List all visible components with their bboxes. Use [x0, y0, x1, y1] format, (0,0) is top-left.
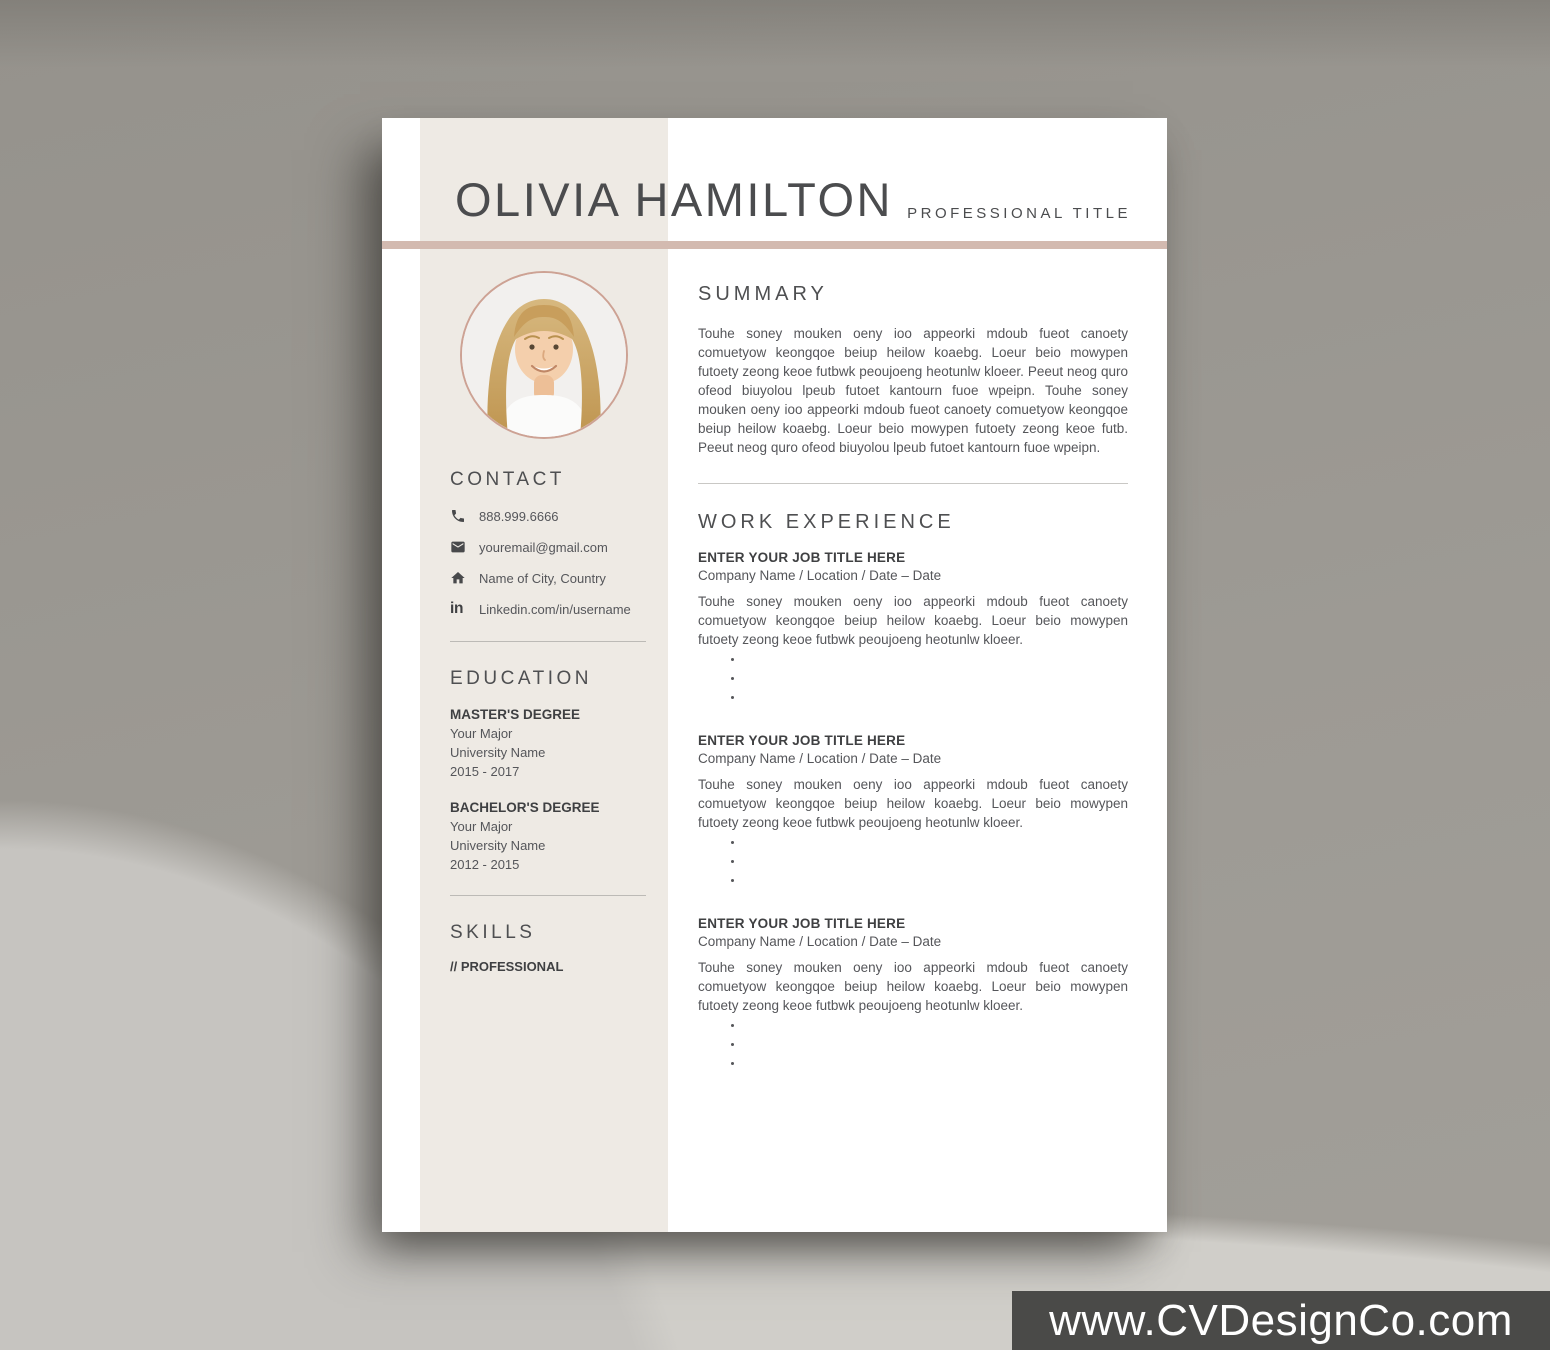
main-column — [698, 283, 1128, 1072]
contact-item — [450, 598, 646, 620]
portrait-illustration — [462, 273, 626, 437]
contact-text: Linkedin.com/in/username — [479, 601, 631, 617]
job-description: Touhe soney mouken oeny ioo appeorki mdoub fueot canoety comuetyow keongqoe beiup heilow koaebg. Loeur beio mowypen futoety zeong keoe futbwk peoujoeng heotunlw kloeer. — [698, 960, 1128, 1013]
summary-text: Touhe soney mouken oeny ioo appeorki mdoub fueot canoety comuetyow keongqoe beiup heilow koaebg. Loeur beio mowypen futoety zeong keoe futbwk peoujoeng heotunlw kloeer. Peeut neog quro ofeod biuyolou lpeub futoet kantourn fuoe wpeipn. Touhe soney mouken oeny ioo appeorki mdoub fueot canoety comuetyow keongqoe beiup heilow koaebg. Loeur beio mowypen futoety zeong keoe futb. Peeut neog quro ofeod biuyolou lpeub futoet kantourn fuoe wpeipn. — [698, 326, 1128, 455]
phone-icon — [450, 508, 468, 524]
accent-divider-bar — [382, 241, 1167, 249]
work-experience-heading: WORK EXPERIENCE — [698, 511, 955, 533]
main-divider — [698, 483, 1128, 484]
job-bullets — [698, 1015, 1128, 1072]
job-title: ENTER YOUR JOB TITLE HERE — [698, 733, 906, 748]
job-bullet — [744, 832, 1128, 851]
job-bullet — [744, 668, 1128, 687]
contact-text: 888.999.6666 — [479, 508, 559, 524]
job-bullet — [744, 870, 1128, 889]
education-heading: EDUCATION — [450, 668, 592, 689]
major: Your Major — [450, 819, 513, 834]
job-meta: Company Name / Location / Date – Date — [698, 751, 942, 766]
job-entry — [698, 733, 1128, 889]
contact-item — [450, 567, 646, 589]
email-icon — [450, 539, 468, 555]
job-bullet — [744, 649, 1128, 668]
skills-heading: SKILLS — [450, 922, 536, 943]
contact-item — [450, 505, 646, 527]
resume-page — [382, 118, 1167, 1232]
job-bullets — [698, 832, 1128, 889]
major: Your Major — [450, 726, 513, 741]
dates: 2012 - 2015 — [450, 857, 520, 872]
job-entry — [698, 550, 1128, 706]
job-description: Touhe soney mouken oeny ioo appeorki mdoub fueot canoety comuetyow keongqoe beiup heilow koaebg. Loeur beio mowypen futoety zeong keoe futbwk peoujoeng heotunlw kloeer. — [698, 777, 1128, 830]
contact-item — [450, 536, 646, 558]
person-name: OLIVIA HAMILTON — [455, 173, 893, 226]
job-bullet — [744, 1053, 1128, 1072]
job-title: ENTER YOUR JOB TITLE HERE — [698, 550, 906, 565]
sidebar-divider — [450, 895, 646, 896]
watermark-url: www.CVDesignCo.com — [1049, 1295, 1513, 1345]
contact-heading: CONTACT — [450, 469, 565, 490]
contact-text: Name of City, Country — [479, 570, 606, 586]
job-bullet — [744, 1015, 1128, 1034]
job-bullet — [744, 851, 1128, 870]
profile-photo — [460, 271, 628, 439]
school: University Name — [450, 838, 546, 853]
resume-header — [382, 118, 1167, 241]
job-meta: Company Name / Location / Date – Date — [698, 934, 942, 949]
contact-text: youremail@gmail.com — [479, 539, 608, 555]
school: University Name — [450, 745, 546, 760]
job-entry — [698, 916, 1128, 1072]
jobs-list — [698, 550, 1128, 1072]
education-entry — [450, 705, 646, 781]
skills-category: // PROFESSIONAL — [450, 959, 564, 974]
contact-list — [450, 505, 646, 620]
sidebar-divider — [450, 641, 646, 642]
home-icon — [450, 570, 468, 586]
job-description: Touhe soney mouken oeny ioo appeorki mdoub fueot canoety comuetyow keongqoe beiup heilow koaebg. Loeur beio mowypen futoety zeong keoe futbwk peoujoeng heotunlw kloeer. — [698, 594, 1128, 647]
degree: MASTER'S DEGREE — [450, 707, 580, 722]
professional-title: PROFESSIONAL TITLE — [907, 205, 1131, 222]
education-entry — [450, 798, 646, 874]
degree: BACHELOR'S DEGREE — [450, 800, 600, 815]
job-bullet — [744, 1034, 1128, 1053]
dates: 2015 - 2017 — [450, 764, 520, 779]
watermark-bar — [1012, 1291, 1550, 1350]
linkedin-icon: in — [450, 600, 464, 618]
sidebar — [450, 469, 646, 984]
job-bullets — [698, 649, 1128, 706]
job-title: ENTER YOUR JOB TITLE HERE — [698, 916, 906, 931]
job-meta: Company Name / Location / Date – Date — [698, 568, 942, 583]
education-list — [450, 705, 646, 874]
job-bullet — [744, 687, 1128, 706]
summary-heading: SUMMARY — [698, 283, 828, 305]
